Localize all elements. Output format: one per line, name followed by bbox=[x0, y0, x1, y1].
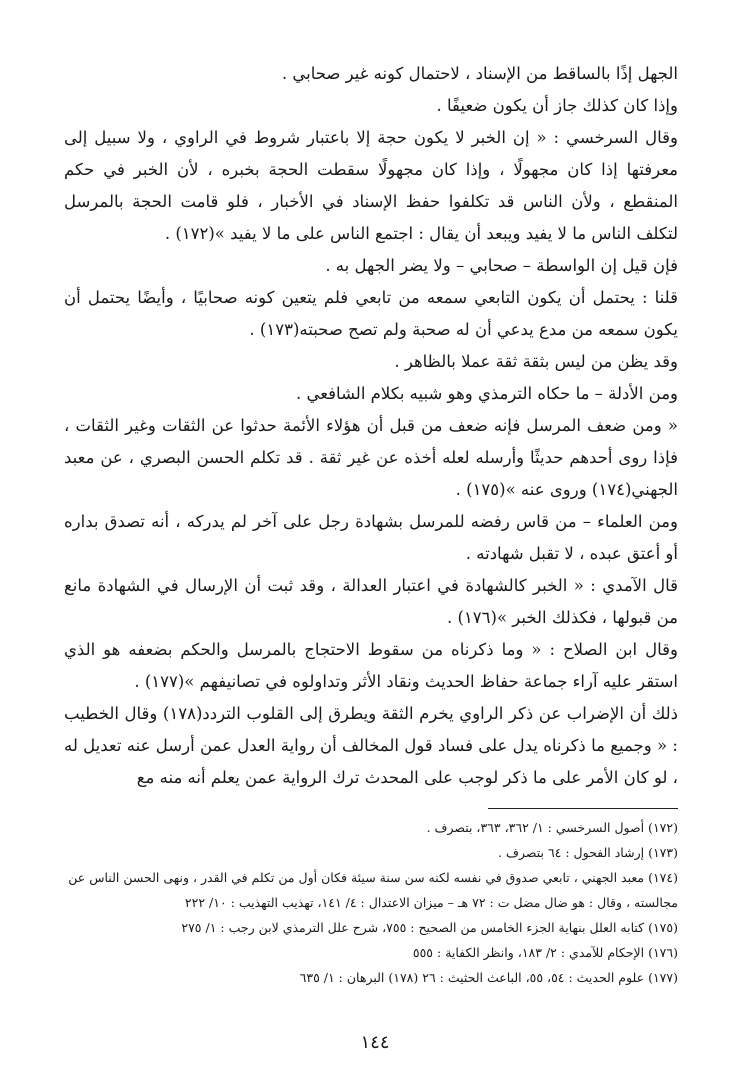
footnote: (١٧٦) الإحكام للآمدي : ٢/ ١٨٣، وانظر الكفاية : ٥٥٥ bbox=[412, 945, 678, 960]
main-text bbox=[64, 58, 678, 794]
footnote-divider bbox=[488, 808, 678, 809]
paragraph: قال الآمدي : « الخبر كالشهادة في اعتبار العدالة ، وقد ثبت أن الإرسال في الشهادة مانع من قبولها ، فكذلك الخبر »(١٧٦) . bbox=[64, 576, 678, 627]
paragraph: ومن العلماء – من قاس رفضه للمرسل بشهادة رجل على آخر لم يدركه ، أنه تصدق بداره أو أعتق عبده ، لا تقبل شهادته . bbox=[64, 512, 678, 563]
footnote: (١٧٥) كتابه العلل بنهاية الجزء الخامس من الصحيح : ٧٥٥، شرح علل الترمذي لابن رجب : ١/ ٢٧٥ bbox=[181, 920, 678, 935]
paragraph: وإذا كان كذلك جاز أن يكون ضعيفًا . bbox=[436, 96, 678, 115]
paragraph: ذلك أن الإضراب عن ذكر الراوي يخرم الثقة ويطرق إلى القلوب التردد(١٧٨) وقال الخطيب : « وجميع ما ذكرناه يدل على فساد قول المخالف أن رواية العدل عمن أرسل عنه تعديل له ، لو كان الأمر على ما ذكر لوجب على المحدث ترك الرواية عمن يعلم أنه منه مع bbox=[64, 704, 678, 787]
paragraph: فإن قيل إن الواسطة – صحابي – ولا يضر الجهل به . bbox=[325, 256, 678, 275]
footnote: (١٧٧) علوم الحديث : ٥٤، ٥٥، الباعث الحثيث : ٢٦ (١٧٨) البرهان : ١/ ٦٣٥ bbox=[299, 970, 678, 985]
paragraph: وقال السرخسي : « إن الخبر لا يكون حجة إلا باعتبار شروط في الراوي ، ولا سبيل إلى معرفتها إذا كان مجهولًا ، وإذا كان مجهولًا سقطت الحجة بخبره ، لأن الخبر في حكم المنقطع ، ولأن الناس قد تكلفوا حفظ الإسناد في الأخبار ، فلو قامت الحجة بالمرسل لتكلف الناس ما لا يفيد ويبعد أن يقال : اجتمع الناس على ما لا يفيد »(١٧٢) . bbox=[64, 128, 678, 243]
footnotes bbox=[64, 815, 678, 990]
footnote: (١٧٣) إرشاد الفحول : ٦٤ بتصرف . bbox=[498, 845, 678, 860]
paragraph: ومن الأدلة – ما حكاه الترمذي وهو شبيه بكلام الشافعي . bbox=[295, 384, 678, 403]
footnote: (١٧٤) معبد الجهني ، تابعي صدوق في نفسه لكنه سن سنة سيئة فكان أول من تكلم في القدر ، ونهى الحسن الناس عن مجالسته ، وقال : هو ضال مضل ت : ٧٢ هـ – ميزان الاعتدال : ٤/ ١٤١، تهذيب التهذيب : ١٠/ ٢٢٢ bbox=[68, 870, 678, 910]
paragraph: وقال ابن الصلاح : « وما ذكرناه من سقوط الاحتجاج بالمرسل والحكم بضعفه هو الذي استقر عليه آراء جماعة حفاظ الحديث ونقاد الأثر وتداولوه في تصانيفهم »(١٧٧) . bbox=[64, 640, 678, 691]
page-number: ١٤٤ bbox=[360, 1032, 390, 1053]
paragraph: « ومن ضعف المرسل فإنه ضعف من قبل أن هؤلاء الأئمة حدثوا عن الثقات وغير الثقات ، فإذا روى أحدهم حديثًا وأرسله لعله أخذه عن غير ثقة . قد تكلم الحسن البصري ، عن معبد الجهني(١٧٤) وروى عنه »(١٧٥) . bbox=[64, 416, 678, 499]
paragraph: الجهل إذًا بالساقط من الإسناد ، لاحتمال كونه غير صحابي . bbox=[281, 64, 678, 83]
paragraph: قلنا : يحتمل أن يكون التابعي سمعه من تابعي فلم يتعين كونه صحابيًا ، وأيضًا يحتمل أن يكون سمعه من مدع يدعي أن له صحبة ولم تصح صحبته(١٧٣) . bbox=[64, 288, 678, 339]
footnote: (١٧٢) أصول السرخسي : ١/ ٣٦٢، ٣٦٣، بتصرف . bbox=[426, 820, 678, 835]
paragraph: وقد يظن من ليس بثقة ثقة عملا بالظاهر . bbox=[394, 352, 678, 371]
